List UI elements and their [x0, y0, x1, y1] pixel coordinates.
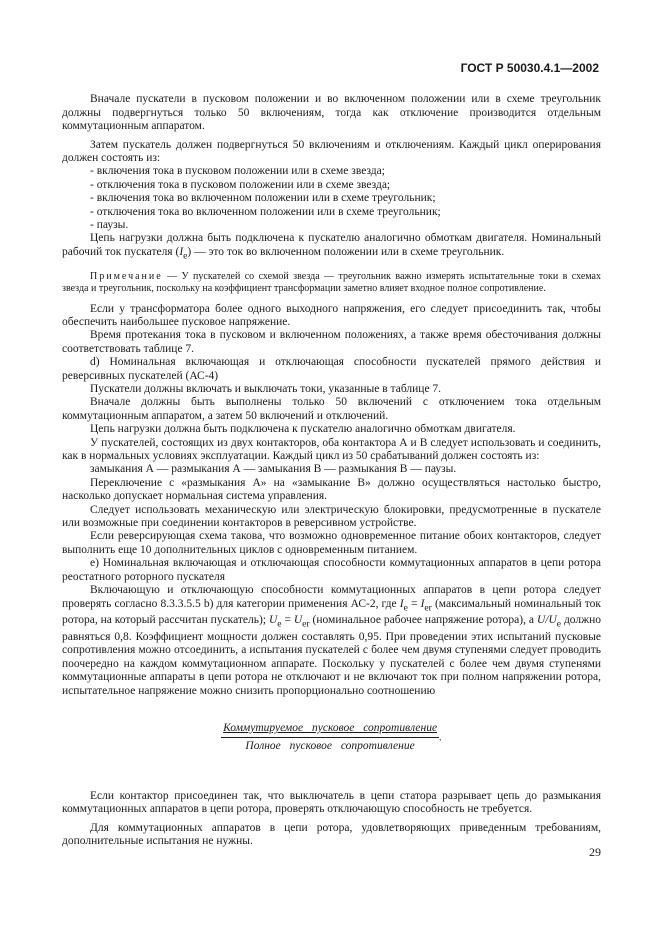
formula-numerator: Коммутируемое пусковое сопротивление	[221, 722, 439, 738]
paragraph-3: Цепь нагрузки должна быть подключена к пускателю аналогично обмоткам двигателя. Номинальный рабочий ток пускателя $(I_e)$ — это ток во включенном положении или в схеме треугольник.	[62, 232, 601, 262]
paragraph-13: Следует использовать механическую или электрическую блокировки, предусмотренные в пускателе или возможные при соединении контакторов в реверсивном устройстве.	[62, 503, 601, 530]
paragraph-16: Включающую и отключающую способности коммутационных аппаратов в цепи ротора следует проверять согласно 8.3.3.5.5 b) для категории применения АС-2, где $I_e = I_{er}$ (максимальный номинальный ток ротора, на который рассчитан пускатель); $U_e = U_{er}$ (номинальное рабочее напряжение ротора), а $U/U_e$ должно равняться 0,8. Коэффициент мощности должен составлять 0,95. При проведении этих испытаний пусковые сопротивления можно отсоединить, а испытания пускателей с более чем двумя ступенями следует проводить поочередно на каждом коммутационном аппарате. Поскольку у пускателей с более чем двумя ступенями коммутационные аппараты в цепи ротора не отключают и не включают ток при полном напряжении ротора, испытательное напряжение можно снизить пропорционально соотношению	[62, 584, 601, 697]
paragraph-14: Если реверсирующая схема такова, что возможно одновременное питание обоих контакторов, следует выполнить еще 10 дополнительных циклов с одновременным питанием.	[62, 530, 601, 556]
list-item: - включения тока во включенном положении или в схеме треугольник;	[90, 192, 436, 205]
paragraph-11: замыкания А — размыкания А — замыкания В — размыкания В — паузы.	[90, 463, 457, 476]
paragraph-8: Вначале должны быть выполнены только 50 включений с отключением тока отдельным коммутационным аппаратом, а затем 50 включений и отключений.	[62, 396, 601, 422]
paragraph-9: Цепь нагрузки должна быть подключена к пускателю аналогично обмоткам двигателя.	[90, 423, 516, 436]
paragraph-10: У пускателей, состоящих из двух контакторов, оба контактора А и В следует использовать и соединить, как в нормальных условиях эксплуатации. Каждый цикл из 50 срабатываний должен состоять из:	[62, 436, 601, 463]
paragraph-5: Время протекания тока в пусковом и включенном положениях, а также время обесточивания должны соответствовать таблице 7.	[62, 329, 601, 355]
note-label: Примечание	[90, 270, 163, 282]
paragraph-18: Для коммутационных аппаратов в цепи ротора, удовлетворяющих приведенным требованиям, дополнительные испытания не нужны.	[62, 821, 601, 847]
ratio-formula	[62, 722, 601, 754]
note-text: — У пускателей со схемой звезда — треугольник важно измерять испытательные токи в схемах звезда и треугольник, поскольку на коэффициент трансформации заметно влияет входное полное сопротивление.	[62, 270, 601, 294]
page-number: 29	[589, 845, 601, 859]
paragraph-1: Вначале пускатели в пусковом положении и во включенном положении или в схеме треугольник должны подвергнуться только 50 включениям, тогда как отключение производится отдельным коммутационным аппаратом.	[62, 93, 601, 133]
formula-period: .	[439, 731, 442, 744]
paragraph-6: d) Номинальная включающая и отключающая способности пускателей прямого действия и реверсивных пускателей (АС-4)	[62, 356, 601, 382]
list-item: - паузы.	[90, 219, 129, 232]
cycle-list	[62, 165, 601, 232]
paragraph-2: Затем пускатель должен подвергнуться 50 включениям и отключениям. Каждый цикл оперирования должен состоять из:	[62, 138, 601, 165]
paragraph-4: Если у трансформатора более одного выходного напряжения, его следует присоединить так, чтобы обеспечить наибольшее пусковое напряжение.	[62, 302, 601, 328]
formula-denominator: Полное пусковое сопротивление	[245, 740, 415, 753]
standard-header: ГОСТ Р 50030.4.1—2002	[460, 61, 599, 75]
paragraph-7: Пускатели должны включать и выключать токи, указанные в таблице 7.	[90, 383, 442, 396]
paragraph-12: Переключение с «размыкания А» на «замыкание В» должно осуществляться настолько быстро, насколько допускает нормальная система управления.	[62, 476, 601, 503]
list-item: - включения тока в пусковом положении или в схеме звезда;	[90, 165, 385, 178]
paragraph-15: e) Номинальная включающая и отключающая способности коммутационных аппаратов в цепи ротора реостатного роторного пускателя	[62, 557, 601, 583]
list-item: - отключения тока во включенном положении или в схеме треугольник;	[90, 205, 441, 218]
note	[62, 271, 601, 295]
list-item: - отключения тока в пусковом положении или в схеме звезда;	[90, 178, 391, 191]
paragraph-17: Если контактор присоединен так, что выключатель в цепи статора разрывает цепь до размыкания коммутационных аппаратов в цепи ротора, проверять отключающую способность не требуется.	[62, 789, 601, 816]
fraction	[221, 722, 439, 754]
